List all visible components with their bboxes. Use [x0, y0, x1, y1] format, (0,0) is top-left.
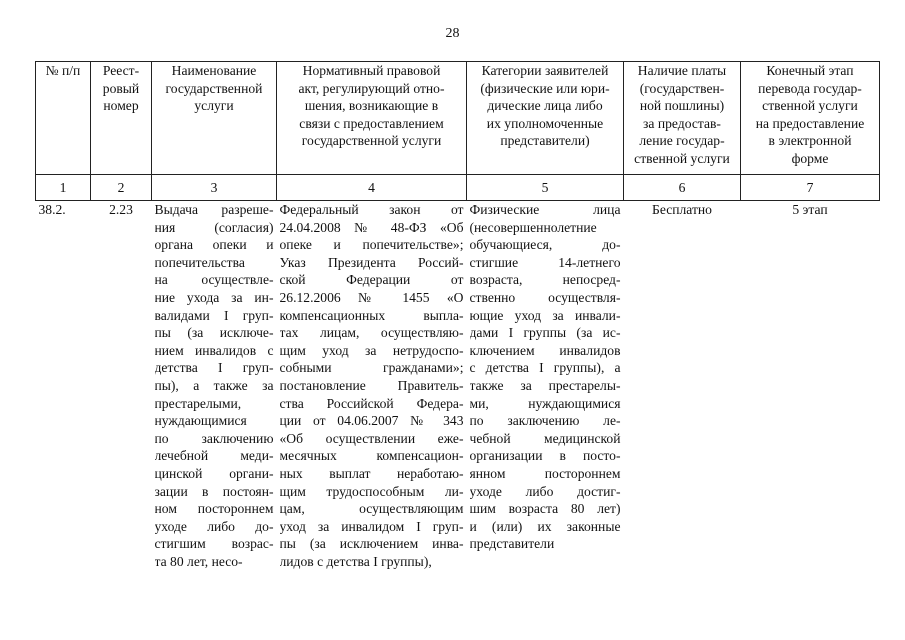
text-line: зации в постоян- [154, 483, 274, 499]
text-line: (физические или юри- [480, 80, 610, 96]
text-line: представители) [500, 133, 590, 149]
text-line: и (или) их законные [469, 518, 621, 534]
text-line: ных выплат неработаю- [279, 465, 464, 481]
text-line: по заключению [154, 430, 274, 446]
text-line: стигшим возрас- [154, 536, 274, 552]
text-line: номер [103, 98, 139, 114]
text-line: форме [791, 150, 829, 166]
text-line: престарелыми, [154, 395, 242, 411]
text-line: цинской органи- [154, 465, 274, 481]
page-number: 28 [445, 26, 460, 41]
text-line: «Об осуществлении еже- [279, 430, 464, 446]
text-line: обучающиеся, до- [469, 237, 621, 253]
text-line: № п/п [45, 63, 81, 78]
text-line: шения, возникающие в [304, 98, 439, 114]
text-line: опеке и попечительстве»; [279, 237, 464, 253]
text-line: акт, регулирующий отно- [298, 80, 445, 96]
text-line: Наличие платы [637, 63, 727, 78]
text-line: месячных компенсацион- [279, 448, 464, 464]
text-line: Наименование [171, 63, 257, 78]
text-line: Выдача разреше- [154, 202, 274, 217]
column-number: 4 [277, 175, 467, 201]
header-col-applicants [467, 62, 624, 175]
text-line: Категории заявителей [481, 63, 609, 78]
services-registry-table [35, 61, 880, 570]
legal-act-cell [277, 201, 467, 571]
text-line: возраста, непосред- [469, 272, 621, 288]
row-number: 38.2. [38, 202, 66, 217]
final-stage-cell: 5 этап [792, 202, 828, 217]
column-number: 1 [36, 175, 91, 201]
text-line: та 80 лет, несо- [154, 553, 243, 569]
column-number: 5 [467, 175, 624, 201]
text-line: уходе либо до- [154, 518, 274, 534]
text-line: Федеральный закон от [279, 202, 464, 217]
text-line: по заключению ле- [469, 413, 621, 429]
text-line: ственной услуги [762, 98, 858, 114]
header-col-final-stage [741, 62, 880, 175]
text-line: государственной [165, 80, 263, 96]
text-line: собными гражданами»; [279, 360, 464, 376]
text-line: 26.12.2006 № 1455 «О [279, 289, 464, 305]
text-line: ми, нуждающимися [469, 395, 621, 411]
text-line: также за престарелы- [469, 377, 621, 393]
text-line: попечительства [154, 254, 245, 270]
text-line: тах лицам, осуществляю- [279, 325, 464, 341]
text-line: услуги [194, 98, 234, 114]
text-line: ние ухода за ин- [154, 289, 274, 305]
text-line: в электронной [768, 133, 852, 149]
text-line: Реест- [102, 63, 140, 78]
text-line: дами I группы (за ис- [469, 325, 621, 341]
header-col-service-name [152, 62, 277, 175]
header-col-number [36, 62, 91, 175]
header-col-registry-number [91, 62, 152, 175]
column-numbers-row [36, 175, 880, 201]
text-line: щим уход за нетрудоспо- [279, 342, 464, 358]
header-col-legal-act [277, 62, 467, 175]
text-line: ной пошлины) [639, 98, 725, 114]
text-line: органа опеки и [154, 237, 274, 253]
text-line: (несовершеннолетние [469, 219, 597, 235]
column-number: 6 [624, 175, 741, 201]
text-line: ном постороннем [154, 501, 274, 517]
text-line: ции от 04.06.2007 № 343 [279, 413, 464, 429]
text-line: с детства I группы), а [469, 360, 621, 376]
text-line: лечебной меди- [154, 448, 274, 464]
table-header-row [36, 62, 880, 175]
text-line: ской Федерации от [279, 272, 464, 288]
text-line: на предоставление [755, 115, 865, 131]
text-line: перевода государ- [758, 80, 862, 96]
text-line: нуждающимися [154, 413, 247, 429]
column-number: 2 [91, 175, 152, 201]
text-line: связи с предоставлением [299, 115, 444, 131]
text-line: дические лица либо [487, 98, 603, 114]
text-line: щим трудоспособным ли- [279, 483, 464, 499]
text-line: Указ Президента Россий- [279, 254, 464, 270]
applicants-cell [467, 201, 624, 571]
text-line: ключением инвалидов [469, 342, 621, 358]
text-line: постановление Правитель- [279, 377, 464, 393]
text-line: ния (согласия) [154, 219, 274, 235]
text-line: уход за инвалидом I груп- [279, 518, 464, 534]
text-line: стигшие 14-летнего [469, 254, 621, 270]
table-row [36, 201, 880, 571]
text-line: ственной услуги [634, 150, 730, 166]
text-line: лидов с детства I группы), [279, 553, 432, 569]
text-line: нием инвалидов с [154, 342, 274, 358]
text-line: компенсационных выпла- [279, 307, 464, 323]
text-line: уходе либо достиг- [469, 483, 621, 499]
text-line: на осуществле- [154, 272, 274, 288]
text-line: янном постороннем [469, 465, 621, 481]
text-line: Конечный этап [766, 63, 854, 78]
text-line: пы (за исключением инва- [279, 536, 464, 552]
text-line: за предостав- [643, 115, 721, 131]
text-line: (государствен- [639, 80, 725, 96]
column-number: 3 [152, 175, 277, 201]
text-line: Нормативный правовой [302, 63, 441, 78]
text-line: чебной медицинской [469, 430, 621, 446]
text-line: ление государ- [639, 133, 725, 149]
fee-cell: Бесплатно [652, 202, 712, 217]
text-line: ства Российской Федера- [279, 395, 464, 411]
text-line: организации в посто- [469, 448, 621, 464]
text-line: валидами I груп- [154, 307, 274, 323]
text-line: цам, осуществляющим [279, 501, 464, 517]
header-col-fee [624, 62, 741, 175]
service-name-cell [152, 201, 277, 571]
text-line: 24.04.2008 № 48-ФЗ «Об [279, 219, 464, 235]
text-line: пы (за исключе- [154, 325, 274, 341]
registry-number: 2.23 [109, 202, 133, 217]
text-line: пы), а также за [154, 377, 274, 393]
text-line: детства I груп- [154, 360, 274, 376]
text-line: государственной услуги [301, 133, 442, 149]
text-line: ственно осуществля- [469, 289, 621, 305]
text-line: шим возраста 80 лет) [469, 501, 621, 517]
text-line: ровый [102, 80, 140, 96]
text-line: их уполномоченные [486, 115, 604, 131]
column-number: 7 [741, 175, 880, 201]
text-line: представители [469, 536, 555, 552]
text-line: ющие уход за инвали- [469, 307, 621, 323]
text-line: Физические лица [469, 202, 621, 217]
